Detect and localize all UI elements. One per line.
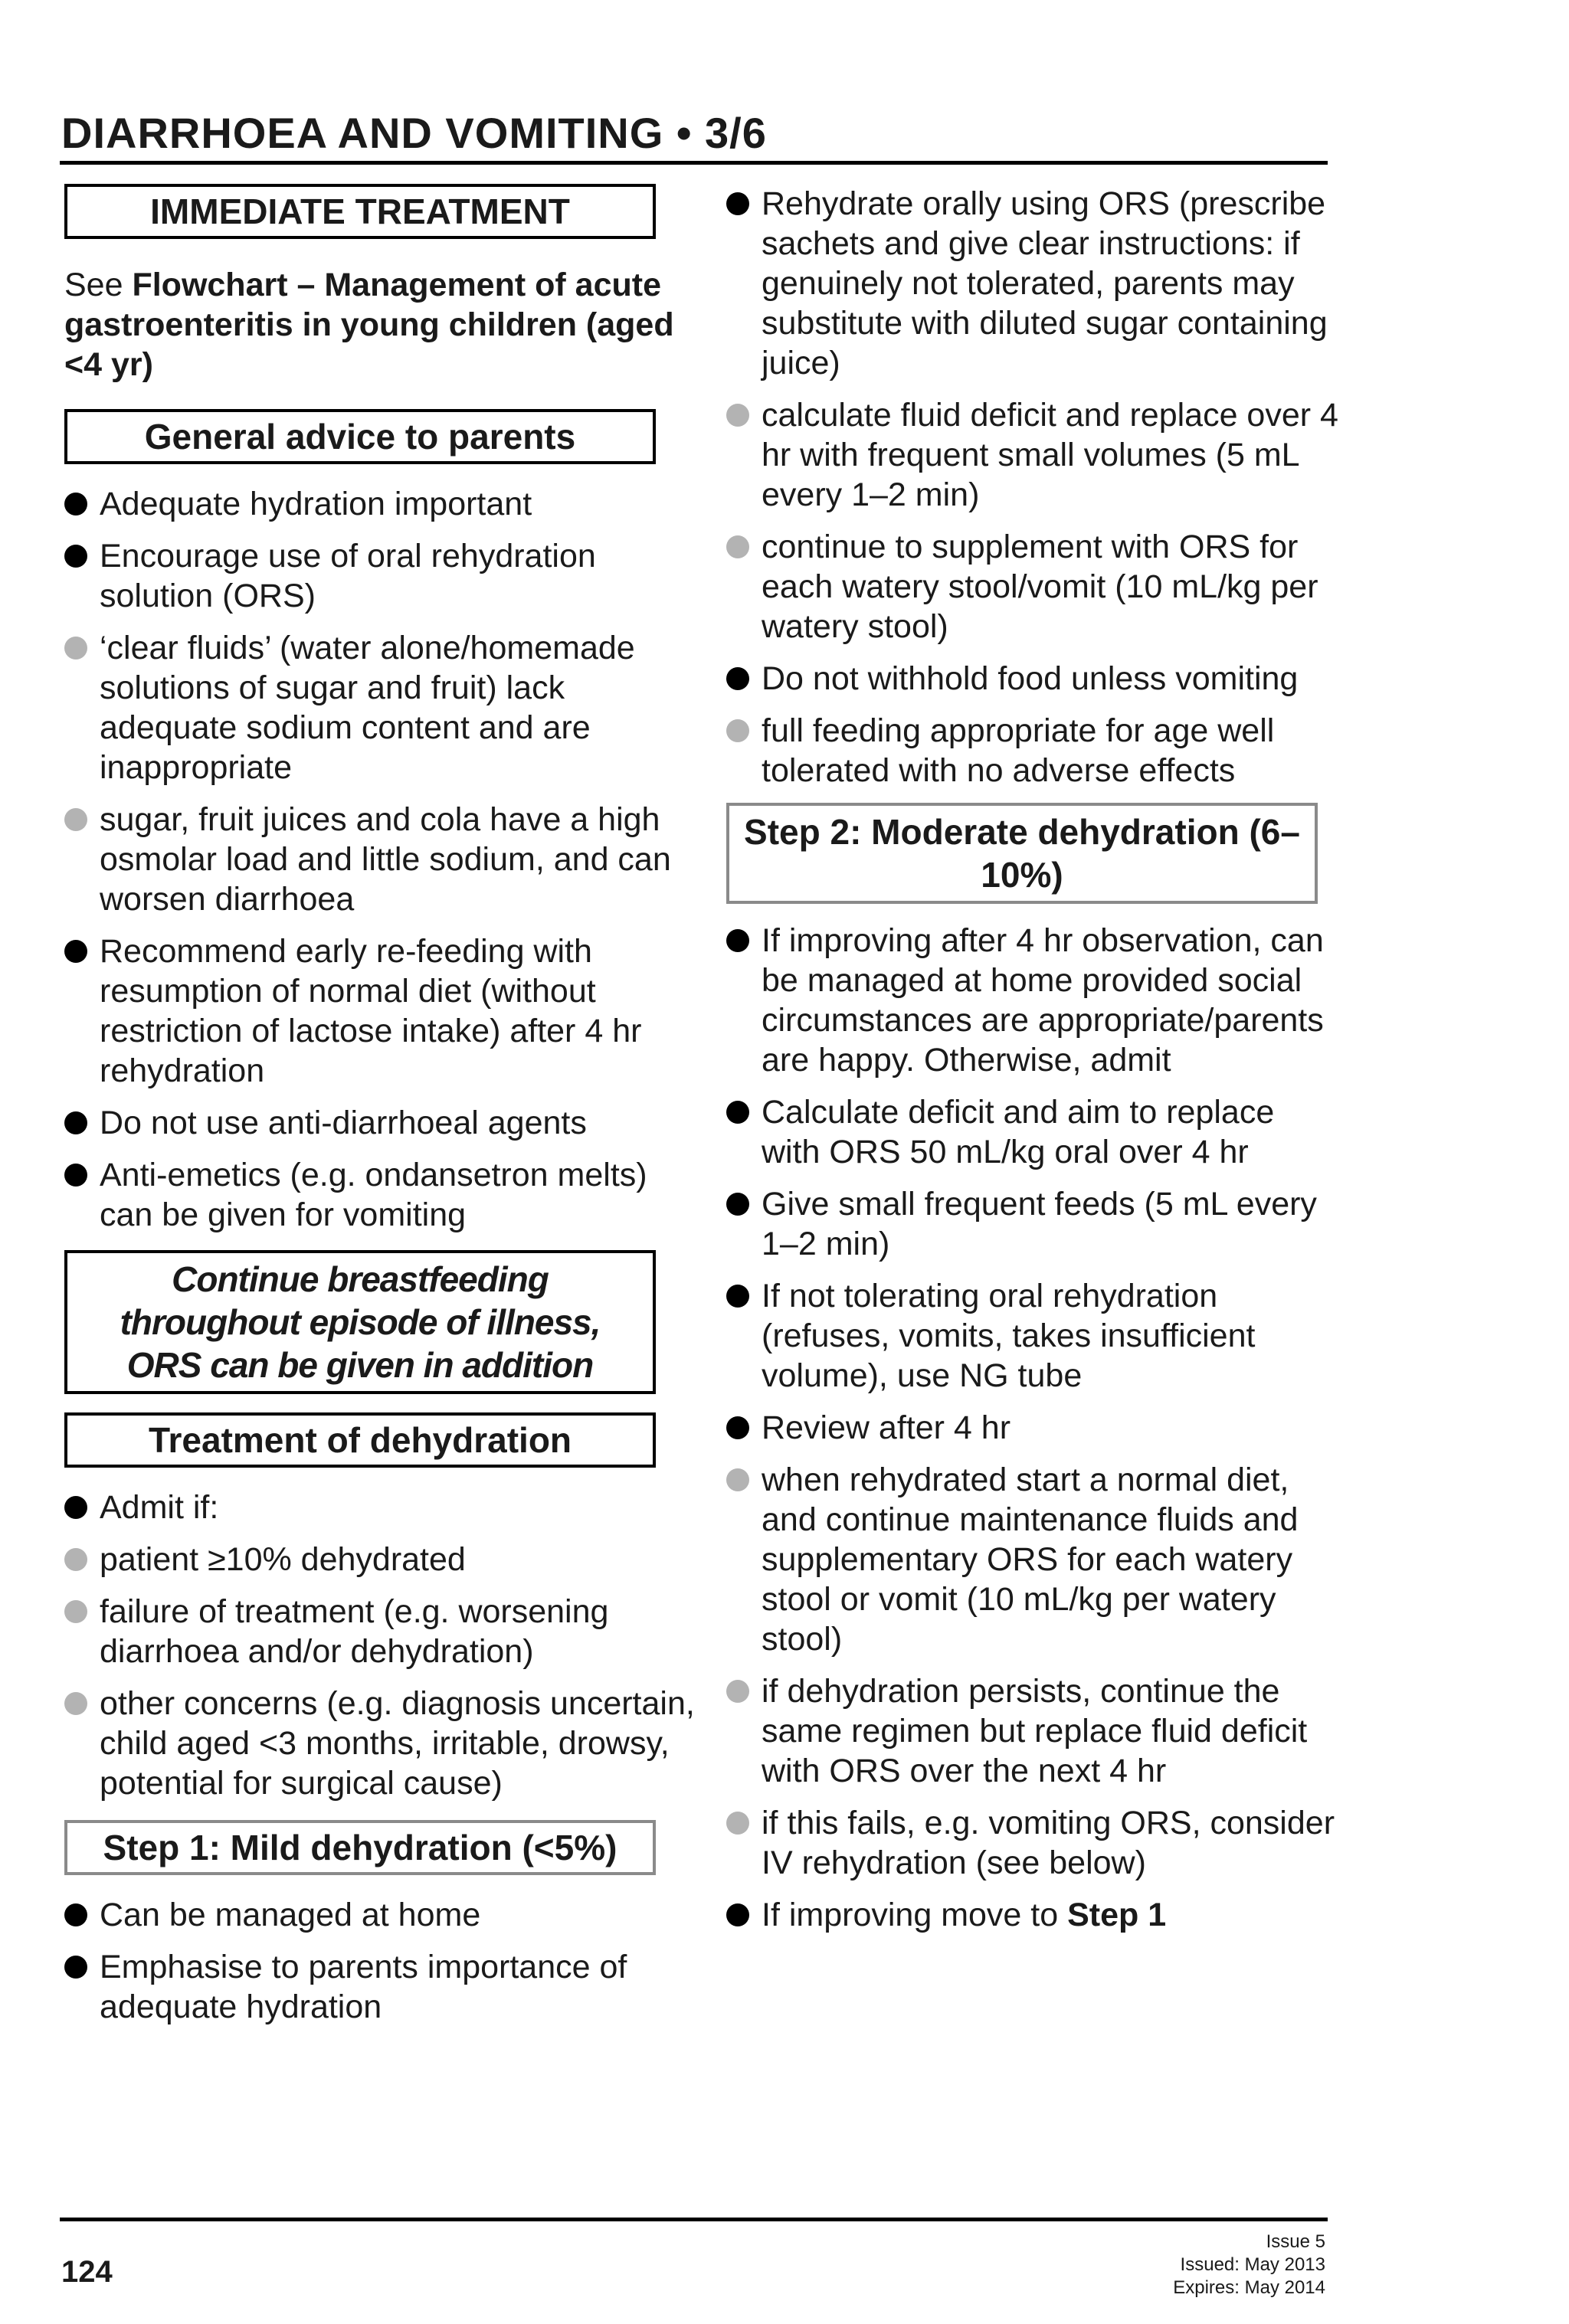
list-item-text: other concerns (e.g. diagnosis uncertain, child aged <3 months, irritable, drowsy, potential for surgical cause) <box>100 1685 695 1802</box>
list-item <box>64 1947 700 2027</box>
step2-final-list <box>726 1895 1339 1935</box>
list-item <box>64 931 700 1091</box>
bullet-icon <box>726 1812 749 1835</box>
list-item <box>726 1184 1339 1264</box>
list-item-text: Do not use anti-diarrhoeal agents <box>100 1105 587 1141</box>
list-item-text: full feeding appropriate for age well tolerated with no adverse effects <box>762 712 1275 789</box>
list-item-text: when rehydrated start a normal diet, and continue maintenance fluids and supplementary ORS for each watery stool or vomit (10 mL/kg per watery stool) <box>762 1462 1299 1658</box>
bullet-icon <box>64 1903 87 1926</box>
bullet-icon <box>64 940 87 963</box>
list-item-text: patient ≥10% dehydrated <box>100 1541 466 1578</box>
list-item <box>64 536 700 616</box>
list-item <box>64 800 700 919</box>
list-item-text: If not tolerating oral rehydration (refuses, vomits, takes insufficient volume), use NG tube <box>762 1278 1256 1394</box>
list-item <box>64 1155 700 1235</box>
see-prefix: See <box>64 267 133 303</box>
list-item-text: Anti-emetics (e.g. ondansetron melts) can be given for vomiting <box>100 1157 647 1233</box>
list-item <box>726 1671 1339 1791</box>
flowchart-title: Flowchart – Management of acute gastroenteritis in young children (aged <4 yr) <box>64 267 674 383</box>
list-item <box>726 184 1339 383</box>
list-item <box>64 1488 700 1527</box>
general-advice-list <box>64 484 700 1235</box>
list-item <box>64 1684 700 1803</box>
bullet-icon <box>726 1903 749 1926</box>
list-item-text: Adequate hydration important <box>100 486 532 522</box>
immediate-treatment-heading: IMMEDIATE TREATMENT <box>64 184 656 239</box>
list-item-text: Calculate deficit and aim to replace with ORS 50 mL/kg oral over 4 hr <box>762 1094 1275 1170</box>
bullet-icon <box>726 1680 749 1703</box>
bullet-icon <box>726 719 749 742</box>
bullet-icon <box>64 1496 87 1519</box>
bullet-icon <box>64 1164 87 1187</box>
bullet-icon <box>726 929 749 952</box>
list-item <box>726 1895 1339 1935</box>
bullet-icon <box>64 493 87 516</box>
list-item <box>64 1540 700 1579</box>
list-item-text: Encourage use of oral rehydration solution (ORS) <box>100 538 596 614</box>
bullet-icon <box>726 667 749 690</box>
page-title: DIARRHOEA AND VOMITING • 3/6 <box>61 109 767 157</box>
step2-heading: Step 2: Moderate dehydration (6–10%) <box>726 803 1318 904</box>
bullet-icon <box>726 404 749 427</box>
list-item <box>726 395 1339 515</box>
step2-last-prefix: If improving move to <box>762 1897 1068 1933</box>
list-item <box>64 1895 700 1935</box>
step2-list <box>726 921 1339 1883</box>
list-item-text: Rehydrate orally using ORS (prescribe sachets and give clear instructions: if genuinely not tolerated, parents may substitute with diluted sugar containing juice) <box>762 185 1328 381</box>
list-item-text: Emphasise to parents importance of adequate hydration <box>100 1949 627 2025</box>
bullet-icon <box>64 1548 87 1571</box>
issued-date: Issued: May 2013 <box>1180 2254 1325 2275</box>
expiry-date: Expires: May 2014 <box>1173 2277 1325 2298</box>
issue-number: Issue 5 <box>1266 2231 1325 2252</box>
step1-list <box>64 1895 700 2027</box>
left-column <box>64 184 700 2039</box>
step1-continued-list <box>726 184 1339 790</box>
right-column <box>726 184 1339 1947</box>
list-item <box>726 1408 1339 1448</box>
list-item <box>726 1460 1339 1659</box>
list-item <box>64 1103 700 1143</box>
list-item <box>726 1803 1339 1883</box>
breastfeeding-note: Continue breastfeeding throughout episode of illness, ORS can be given in addition <box>64 1250 656 1394</box>
title-rule <box>60 161 1328 165</box>
step1-heading: Step 1: Mild dehydration (<5%) <box>64 1820 656 1875</box>
list-item <box>726 711 1339 790</box>
flowchart-reference <box>64 265 700 385</box>
list-item-text: continue to supplement with ORS for each watery stool/vomit (10 mL/kg per watery stool) <box>762 529 1318 645</box>
dehydration-list <box>64 1488 700 1803</box>
list-item-text: Can be managed at home <box>100 1897 481 1933</box>
list-item-text: If improving after 4 hr observation, can be managed at home provided social circumstances are appropriate/parents are happy. Otherwise, admit <box>762 922 1324 1079</box>
footer-rule <box>60 2218 1328 2221</box>
bullet-icon <box>726 1416 749 1439</box>
list-item <box>64 484 700 524</box>
bullet-icon <box>64 637 87 660</box>
list-item-text: Admit if: <box>100 1489 219 1526</box>
bullet-icon <box>64 1692 87 1715</box>
list-item <box>64 1592 700 1671</box>
treatment-of-dehydration-heading: Treatment of dehydration <box>64 1412 656 1468</box>
bullet-icon <box>64 1956 87 1979</box>
list-item <box>726 1092 1339 1172</box>
issue-info <box>1173 2231 1325 2299</box>
bullet-icon <box>726 1468 749 1491</box>
list-item-text: if dehydration persists, continue the same regimen but replace fluid deficit with ORS over the next 4 hr <box>762 1673 1308 1789</box>
bullet-icon <box>726 1193 749 1216</box>
list-item-text: sugar, fruit juices and cola have a high osmolar load and little sodium, and can worsen diarrhoea <box>100 801 671 918</box>
bullet-icon <box>64 808 87 831</box>
bullet-icon <box>726 1101 749 1124</box>
list-item-text: failure of treatment (e.g. worsening diarrhoea and/or dehydration) <box>100 1593 609 1670</box>
list-item <box>726 921 1339 1080</box>
list-item-text: if this fails, e.g. vomiting ORS, consider IV rehydration (see below) <box>762 1805 1335 1881</box>
list-item-text: Do not withhold food unless vomiting <box>762 660 1299 697</box>
list-item <box>726 527 1339 646</box>
list-item-text: Give small frequent feeds (5 mL every 1–2 min) <box>762 1186 1317 1262</box>
list-item-text: calculate fluid deficit and replace over 4 hr with frequent small volumes (5 mL every 1–2 min) <box>762 397 1338 513</box>
step2-last-link: Step 1 <box>1067 1897 1167 1933</box>
bullet-icon <box>64 1600 87 1623</box>
list-item-text: Review after 4 hr <box>762 1409 1011 1446</box>
bullet-icon <box>726 192 749 215</box>
bullet-icon <box>64 545 87 568</box>
general-advice-heading: General advice to parents <box>64 409 656 464</box>
list-item <box>726 659 1339 699</box>
list-item <box>64 628 700 787</box>
page-number: 124 <box>61 2255 113 2289</box>
list-item <box>726 1276 1339 1396</box>
bullet-icon <box>64 1111 87 1134</box>
list-item-text: ‘clear fluids’ (water alone/homemade solutions of sugar and fruit) lack adequate sodium content and are inappropriate <box>100 630 635 786</box>
bullet-icon <box>726 535 749 558</box>
list-item-text: Recommend early re-feeding with resumption of normal diet (without restriction of lactose intake) after 4 hr rehydration <box>100 933 642 1089</box>
bullet-icon <box>726 1285 749 1308</box>
